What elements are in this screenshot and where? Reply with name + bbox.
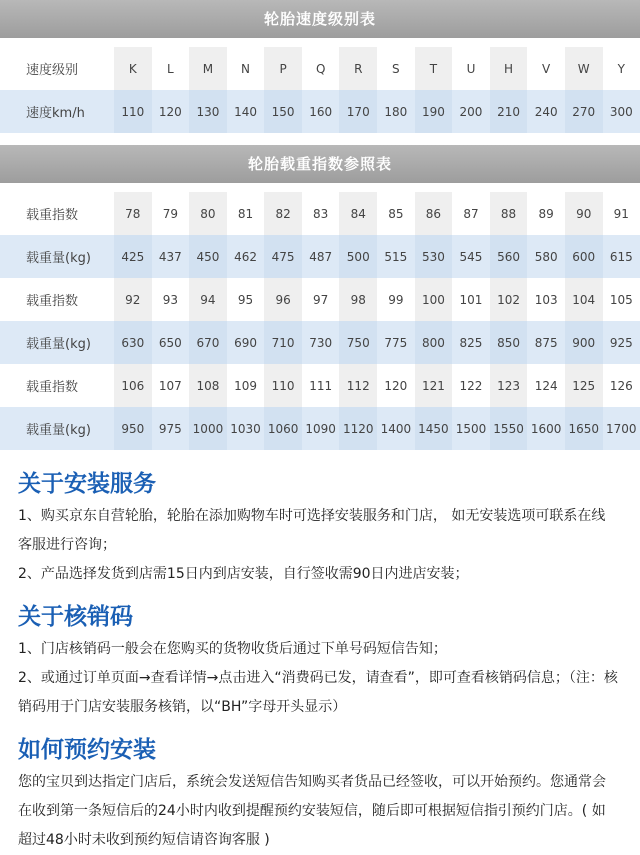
table-row	[0, 364, 640, 407]
table-cell: 160	[309, 104, 333, 119]
table-cell: N	[241, 61, 251, 76]
table-cell: 104	[565, 278, 603, 321]
table-cell: 300	[609, 104, 633, 119]
info-section	[0, 466, 640, 589]
speed-table-title: 轮胎速度级别表	[0, 0, 640, 38]
table-cell: 125	[565, 364, 603, 407]
table-cell: 79	[162, 206, 178, 221]
table-cell: 102	[490, 278, 528, 321]
table-cell: 462	[234, 249, 257, 264]
table-cell: 650	[158, 335, 182, 350]
table-cell: 108	[189, 364, 227, 407]
table-cell: 975	[158, 421, 182, 436]
table-cell: 1700	[606, 421, 637, 436]
table-cell: 875	[534, 335, 558, 350]
section-paragraph: 2、产品选择发货到店需15日内到店安装，自行签收需90日内进店安装；	[18, 566, 469, 582]
table-cell: T	[415, 47, 453, 90]
load-table-title: 轮胎载重指数参照表	[0, 145, 640, 183]
table-cell: 84	[339, 192, 377, 235]
table-cell: 690	[234, 335, 257, 350]
table-cell: 112	[339, 364, 377, 407]
table-row	[0, 192, 640, 235]
row-label: 载重量(kg)	[26, 251, 91, 266]
table-cell: Y	[617, 61, 625, 76]
table-row	[0, 407, 640, 450]
section-paragraph: 2、或通过订单页面→查看详情→点击进入“消费码已发，请查看”，即可查看核销码信息；（注：核销码用于门店安装服务核销，以“BH”字母开头显示）	[18, 670, 618, 715]
table-cell: H	[490, 47, 528, 90]
section-heading: 如何预约安装	[18, 737, 156, 763]
section-paragraph: 您的宝贝到达指定门店后，系统会发送短信告知购买者货品已经签收，可以开始预约。您通常会在收到第一条短信后的24小时内收到提醒预约安装短信，随后即可根据短信指引预约门店。( 如超过48小时未收到预约短信请咨询客服 )	[18, 774, 606, 848]
table-cell: 670	[189, 321, 227, 364]
table-cell: 106	[114, 364, 152, 407]
table-cell: 123	[490, 364, 528, 407]
table-cell: 950	[114, 407, 152, 450]
table-cell: 111	[309, 378, 333, 393]
table-cell: 600	[565, 235, 603, 278]
table-cell: 730	[309, 335, 333, 350]
table-cell: 124	[534, 378, 558, 393]
table-cell: 210	[490, 90, 528, 133]
table-cell: 122	[459, 378, 483, 393]
table-cell: 86	[415, 192, 453, 235]
table-cell: 1550	[490, 407, 528, 450]
row-label: 载重量(kg)	[26, 423, 91, 438]
table-cell: 94	[189, 278, 227, 321]
row-label: 速度级别	[26, 63, 79, 78]
section-heading: 关于核销码	[18, 604, 133, 630]
table-cell: 710	[264, 321, 302, 364]
row-label: 载重指数	[26, 208, 79, 223]
table-cell: 515	[384, 249, 408, 264]
table-cell: 101	[459, 292, 483, 307]
table-cell: 98	[339, 278, 377, 321]
table-cell: 1000	[189, 407, 227, 450]
table-cell: P	[264, 47, 302, 90]
table-cell: 1400	[380, 421, 412, 436]
table-cell: 487	[309, 249, 333, 264]
table-cell: 450	[189, 235, 227, 278]
table-row	[0, 235, 640, 278]
table-cell: 99	[388, 292, 404, 307]
table-cell: 615	[609, 249, 633, 264]
table-cell: 475	[264, 235, 302, 278]
table-cell: 80	[189, 192, 227, 235]
table-row	[0, 278, 640, 321]
table-cell: 630	[114, 321, 152, 364]
table-cell: 100	[415, 278, 453, 321]
table-cell: 97	[313, 292, 329, 307]
table-cell: 240	[534, 104, 558, 119]
section-paragraph: 1、购买京东自营轮胎，轮胎在添加购物车时可选择安装服务和门店， 如无安装选项可联系在线客服进行咨询；	[18, 508, 606, 553]
row-label: 速度km/h	[26, 106, 85, 121]
table-cell: 107	[158, 378, 182, 393]
table-cell: 150	[264, 90, 302, 133]
table-cell: 120	[384, 378, 408, 393]
table-cell: R	[339, 47, 377, 90]
table-cell: 130	[189, 90, 227, 133]
table-cell: 1600	[530, 421, 562, 436]
table-cell: 85	[388, 206, 404, 221]
section-paragraph: 1、门店核销码一般会在您购买的货物收货后通过下单号码短信告知；	[18, 641, 447, 657]
table-cell: 89	[538, 206, 554, 221]
table-cell: 121	[415, 364, 453, 407]
table-cell: 95	[237, 292, 254, 307]
table-cell: 120	[158, 104, 182, 119]
table-cell: L	[167, 61, 174, 76]
table-cell: 105	[609, 292, 633, 307]
table-cell: Q	[315, 61, 326, 76]
table-cell: W	[565, 47, 603, 90]
table-cell: 110	[264, 364, 302, 407]
row-label: 载重指数	[26, 380, 79, 395]
table-cell: 1450	[415, 407, 453, 450]
table-cell: 82	[264, 192, 302, 235]
section-heading: 关于安装服务	[18, 471, 156, 497]
table-row	[0, 47, 640, 90]
load-table	[0, 145, 640, 450]
info-section	[0, 732, 640, 855]
table-cell: 93	[162, 292, 178, 307]
table-cell: 90	[565, 192, 603, 235]
table-cell: 580	[534, 249, 558, 264]
table-row	[0, 321, 640, 364]
table-cell: 110	[114, 90, 152, 133]
row-label: 载重量(kg)	[26, 337, 91, 352]
speed-table	[0, 0, 640, 133]
table-cell: 900	[565, 321, 603, 364]
table-cell: 775	[384, 335, 408, 350]
table-cell: 91	[613, 206, 629, 221]
table-cell: 103	[534, 292, 558, 307]
row-label: 载重指数	[26, 294, 79, 309]
table-cell: 200	[459, 104, 483, 119]
table-cell: 270	[565, 90, 603, 133]
table-cell: 925	[609, 335, 633, 350]
table-cell: 1500	[455, 421, 487, 436]
table-cell: 92	[114, 278, 152, 321]
table-cell: V	[542, 61, 551, 76]
table-cell: 437	[158, 249, 182, 264]
table-cell: 190	[415, 90, 453, 133]
table-cell: 96	[264, 278, 302, 321]
table-cell: U	[466, 61, 476, 76]
table-cell: 1120	[339, 407, 377, 450]
table-cell: 1090	[305, 421, 336, 436]
table-cell: M	[189, 47, 227, 90]
table-cell: 170	[339, 90, 377, 133]
table-cell: 83	[313, 206, 329, 221]
table-cell: 425	[114, 235, 152, 278]
table-cell: K	[114, 47, 152, 90]
table-cell: 750	[339, 321, 377, 364]
table-cell: 500	[339, 235, 377, 278]
table-cell: 78	[114, 192, 152, 235]
table-cell: 126	[609, 378, 633, 393]
info-section	[0, 599, 640, 722]
table-cell: 825	[459, 335, 483, 350]
table-cell: 545	[459, 249, 483, 264]
table-cell: 81	[237, 206, 254, 221]
table-cell: 1030	[230, 421, 261, 436]
table-cell: 140	[234, 104, 257, 119]
table-cell: 560	[490, 235, 528, 278]
table-cell: S	[392, 61, 400, 76]
table-row	[0, 90, 640, 133]
table-cell: 1650	[565, 407, 603, 450]
table-cell: 180	[384, 104, 408, 119]
table-cell: 88	[490, 192, 528, 235]
table-cell: 1060	[264, 407, 302, 450]
table-cell: 850	[490, 321, 528, 364]
table-cell: 530	[415, 235, 453, 278]
table-cell: 87	[463, 206, 479, 221]
table-cell: 800	[415, 321, 453, 364]
table-cell: 109	[234, 378, 257, 393]
